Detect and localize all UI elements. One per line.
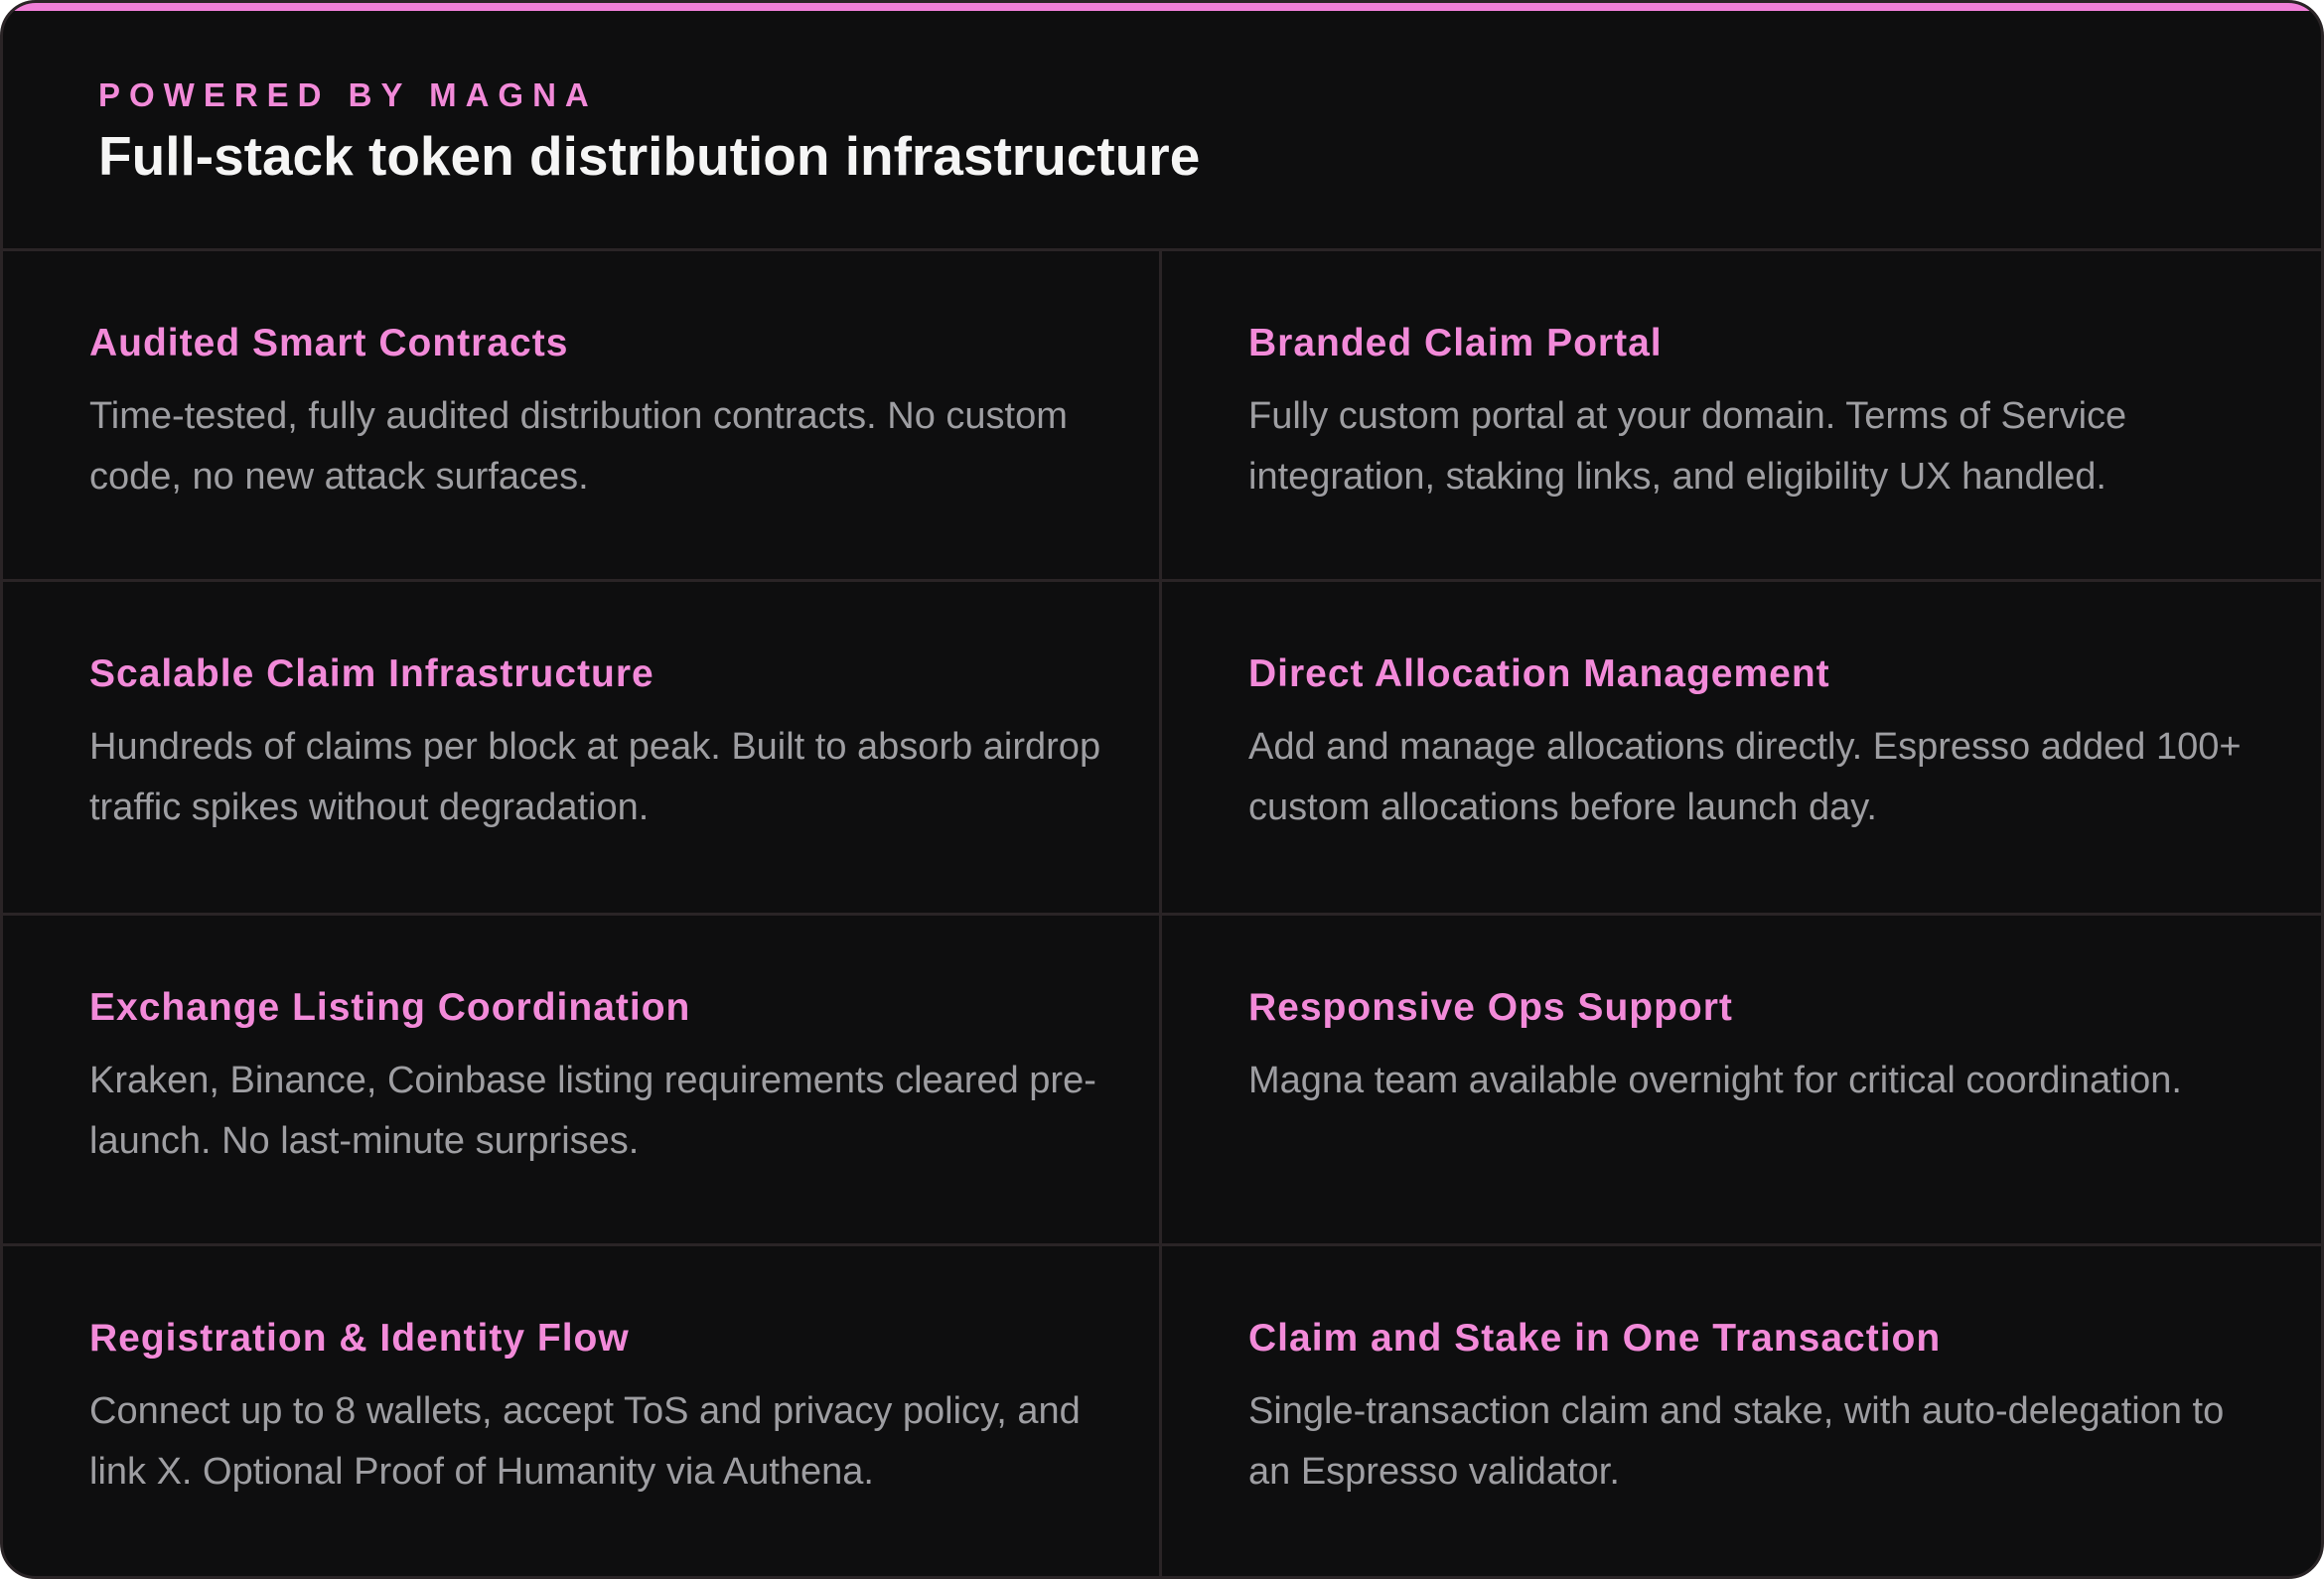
feature-title: Scalable Claim Infrastructure	[89, 652, 654, 695]
feature-description: Add and manage allocations directly. Espresso added 100+ custom allocations before launch day.	[1248, 726, 2242, 828]
feature-title: Direct Allocation Management	[1248, 652, 1830, 695]
card-header	[3, 3, 2321, 251]
feature-claim-and-stake	[1162, 1246, 2321, 1579]
feature-title: Exchange Listing Coordination	[89, 986, 691, 1029]
feature-description: Hundreds of claims per block at peak. Built to absorb airdrop traffic spikes without degradation.	[89, 726, 1101, 828]
feature-title: Registration & Identity Flow	[89, 1317, 630, 1360]
feature-description: Fully custom portal at your domain. Terms of Service integration, staking links, and eligibility UX handled.	[1248, 395, 2127, 498]
feature-registration-identity-flow	[3, 1246, 1162, 1579]
feature-responsive-ops-support	[1162, 916, 2321, 1246]
feature-description: Time-tested, fully audited distribution contracts. No custom code, no new attack surfaces.	[89, 395, 1068, 498]
feature-scalable-claim-infrastructure	[3, 582, 1162, 916]
feature-direct-allocation-management	[1162, 582, 2321, 916]
feature-branded-claim-portal	[1162, 251, 2321, 582]
feature-description: Single-transaction claim and stake, with auto-delegation to an Espresso validator.	[1248, 1390, 2225, 1493]
feature-title: Audited Smart Contracts	[89, 322, 569, 364]
feature-title: Responsive Ops Support	[1248, 986, 1733, 1029]
eyebrow-label: POWERED BY MAGNA	[98, 76, 598, 113]
feature-description: Magna team available overnight for critical coordination.	[1248, 1060, 2182, 1101]
page-title: Full-stack token distribution infrastructure	[98, 125, 1201, 187]
feature-title: Claim and Stake in One Transaction	[1248, 1317, 1942, 1360]
feature-description: Kraken, Binance, Coinbase listing requirements cleared pre-launch. No last-minute surprises.	[89, 1060, 1096, 1162]
feature-audited-smart-contracts	[3, 251, 1162, 582]
feature-description: Connect up to 8 wallets, accept ToS and privacy policy, and link X. Optional Proof of Humanity via Authena.	[89, 1390, 1081, 1493]
feature-exchange-listing-coordination	[3, 916, 1162, 1246]
feature-grid	[3, 251, 2321, 1579]
feature-title: Branded Claim Portal	[1248, 322, 1663, 364]
